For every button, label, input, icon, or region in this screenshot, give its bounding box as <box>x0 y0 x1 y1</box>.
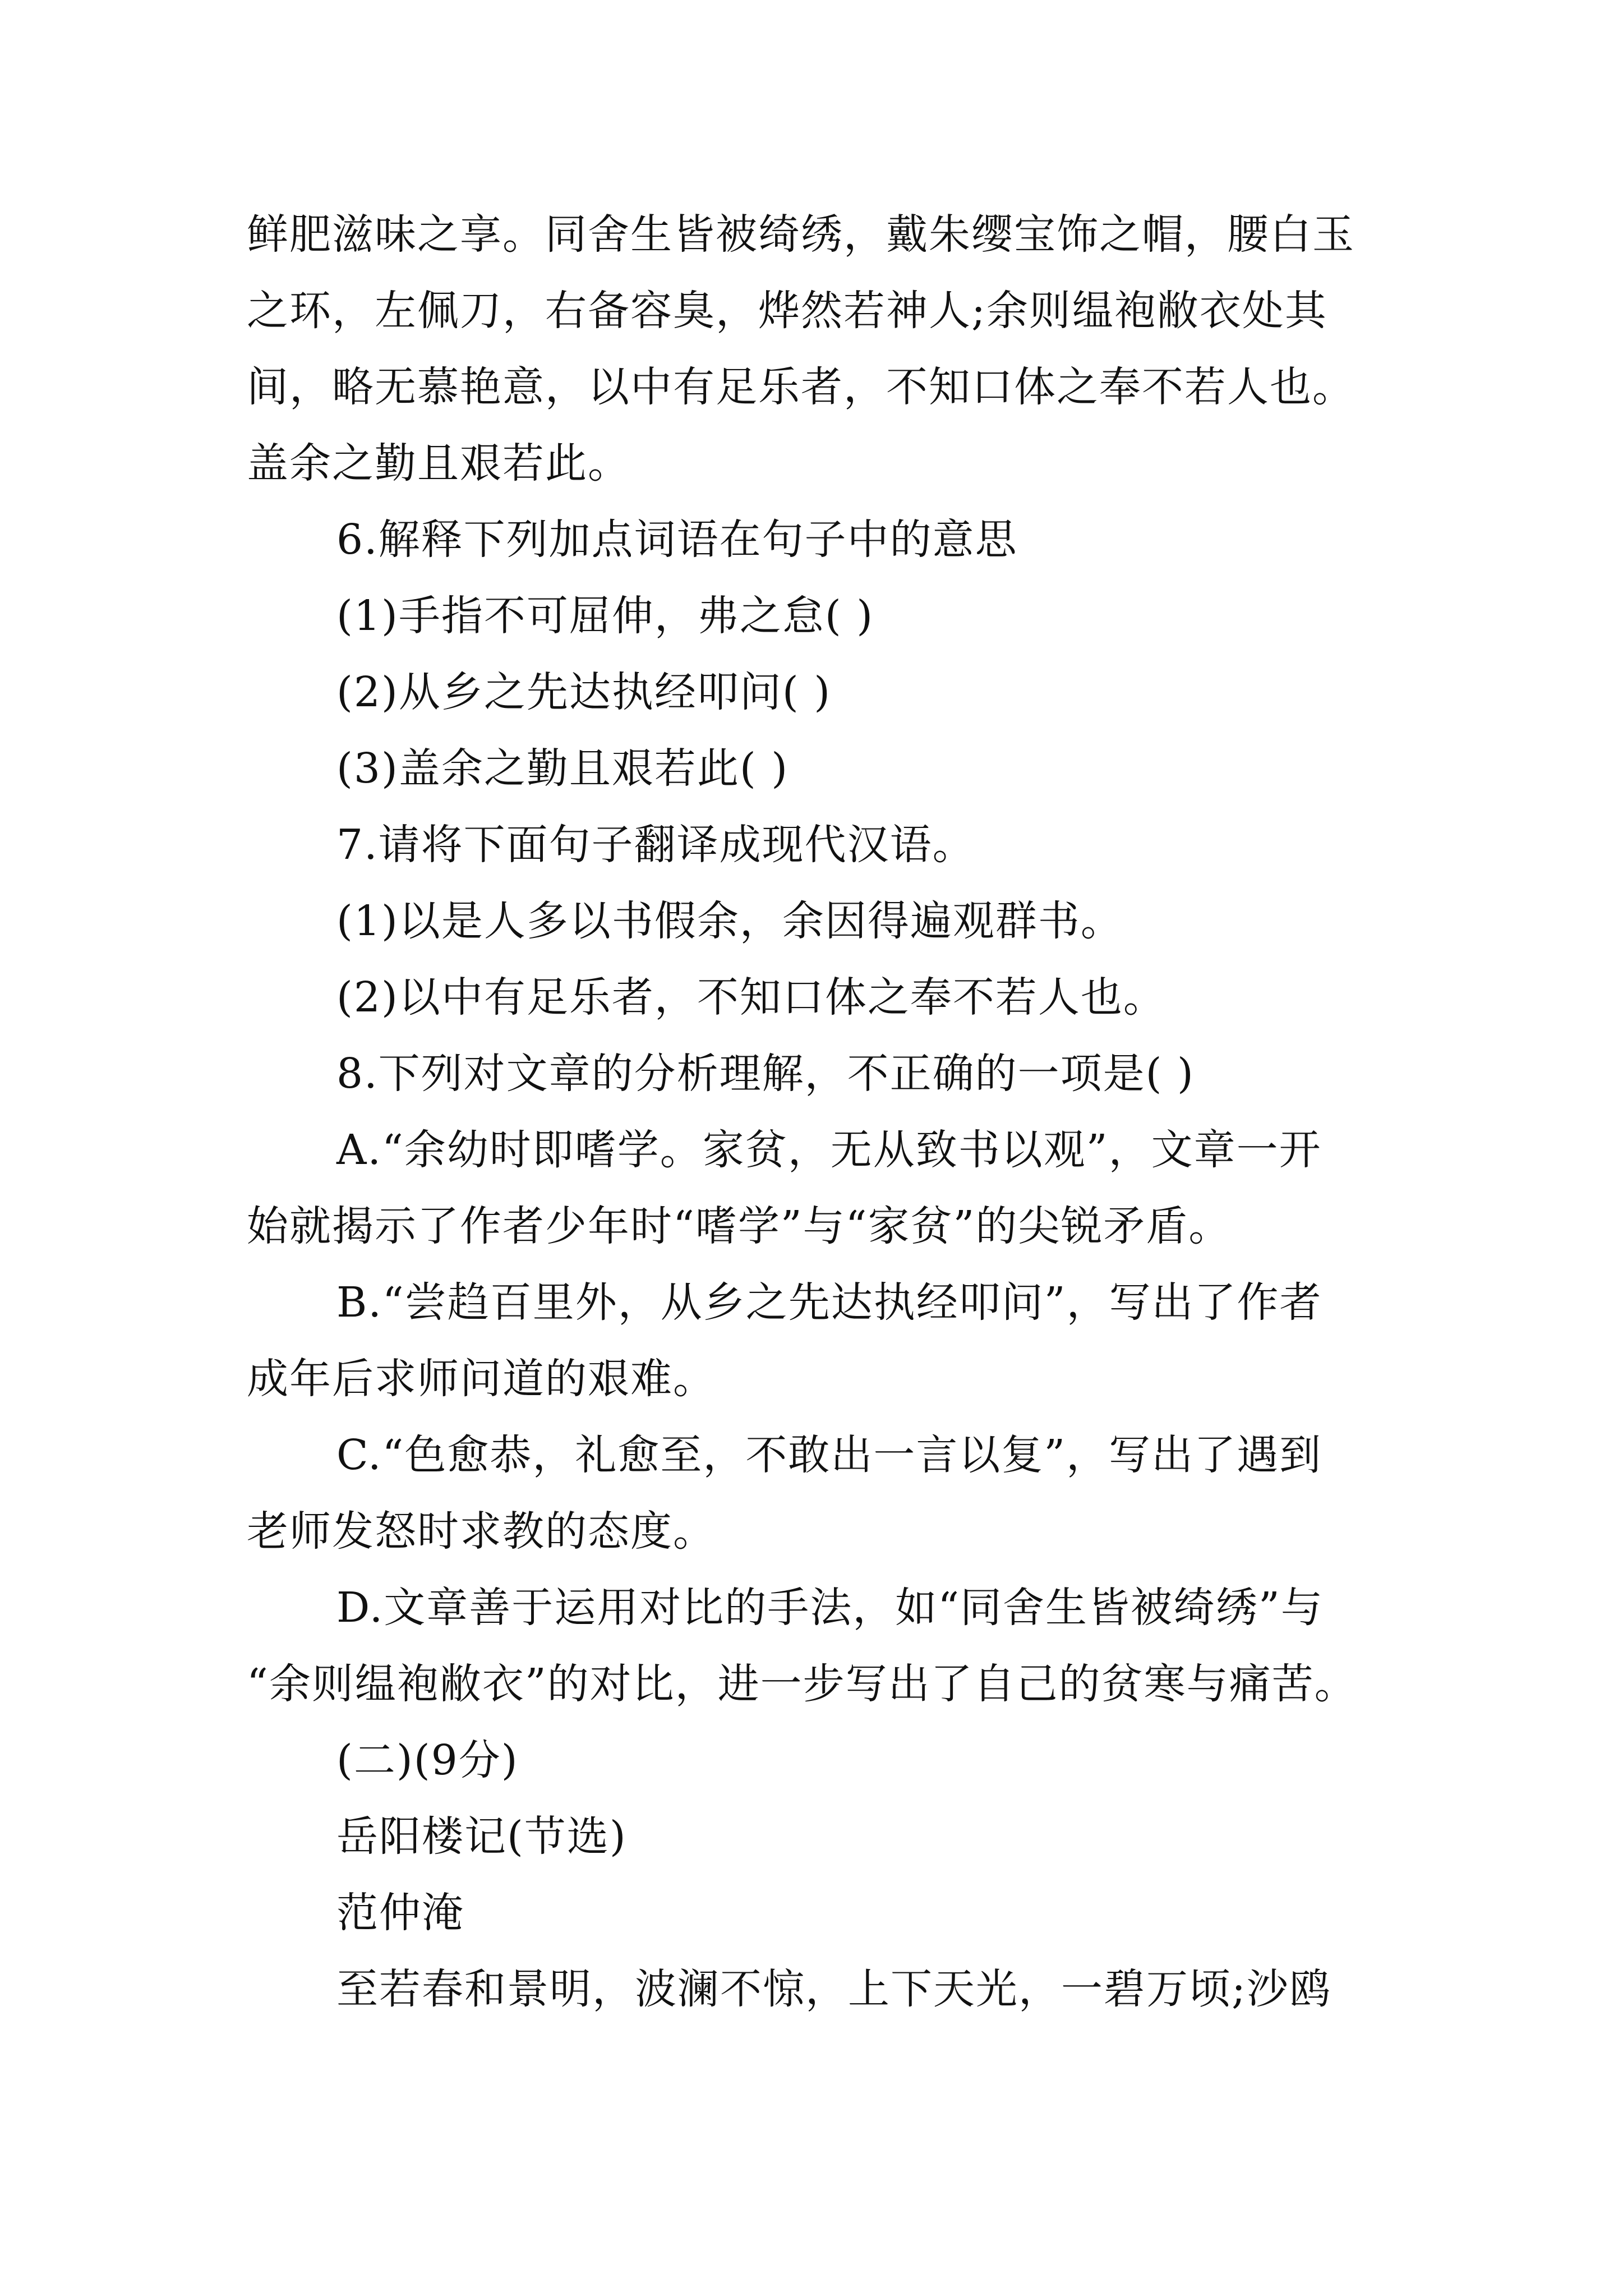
option-a-continued: 始就揭示了作者少年时“嗜学”与“家贫”的尖锐矛盾。 <box>247 1202 1232 1250</box>
question-6-item-1: (1)手指不可屈伸，弗之怠( ) <box>336 592 874 640</box>
option-a: A.“余幼时即嗜学。家贫，无从致书以观”，文章一开 <box>336 1126 1322 1174</box>
option-b: B.“尝趋百里外，从乡之先达执经叩问”，写出了作者 <box>336 1278 1322 1327</box>
text-line: 之环，左佩刀，右备容臭，烨然若神人;余则缊袍敝衣处其 <box>247 287 1327 335</box>
passage-text-line: 至若春和景明，波澜不惊，上下天光，一碧万顷;沙鸥 <box>336 1965 1332 2013</box>
text-line: 鲜肥滋味之享。同舍生皆被绮绣，戴朱缨宝饰之帽，腰白玉 <box>247 210 1355 259</box>
passage-author: 范仲淹 <box>336 1889 464 1937</box>
question-6-heading: 6.解释下列加点词语在句子中的意思 <box>336 516 1018 564</box>
question-8-heading: 8.下列对文章的分析理解，不正确的一项是( ) <box>336 1050 1195 1098</box>
question-6-item-2: (2)从乡之先达执经叩问( ) <box>336 668 832 716</box>
passage-title: 岳阳楼记(节选) <box>336 1812 627 1861</box>
text-line: 间，略无慕艳意，以中有足乐者，不知口体之奉不若人也。 <box>247 363 1355 411</box>
text-line: 盖余之勤且艰若此。 <box>247 439 630 487</box>
option-d: D.文章善于运用对比的手法，如“同舍生皆被绮绣”与 <box>336 1584 1324 1632</box>
question-7-item-1: (1)以是人多以书假余，余因得遍观群书。 <box>336 897 1123 945</box>
section-2-heading: (二)(9分) <box>336 1736 519 1784</box>
question-7-item-2: (2)以中有足乐者，不知口体之奉不若人也。 <box>336 973 1166 1022</box>
option-c: C.“色愈恭，礼愈至，不敢出一言以复”，写出了遇到 <box>336 1431 1322 1479</box>
question-6-item-3: (3)盖余之勤且艰若此( ) <box>336 744 789 793</box>
option-d-continued: “余则缊袍敝衣”的对比，进一步写出了自己的贫寒与痛苦。 <box>247 1660 1357 1708</box>
option-c-continued: 老师发怒时求教的态度。 <box>247 1507 716 1556</box>
question-7-heading: 7.请将下面句子翻译成现代汉语。 <box>336 821 975 869</box>
option-b-continued: 成年后求师问道的艰难。 <box>247 1355 716 1403</box>
document-body <box>247 196 1385 2027</box>
